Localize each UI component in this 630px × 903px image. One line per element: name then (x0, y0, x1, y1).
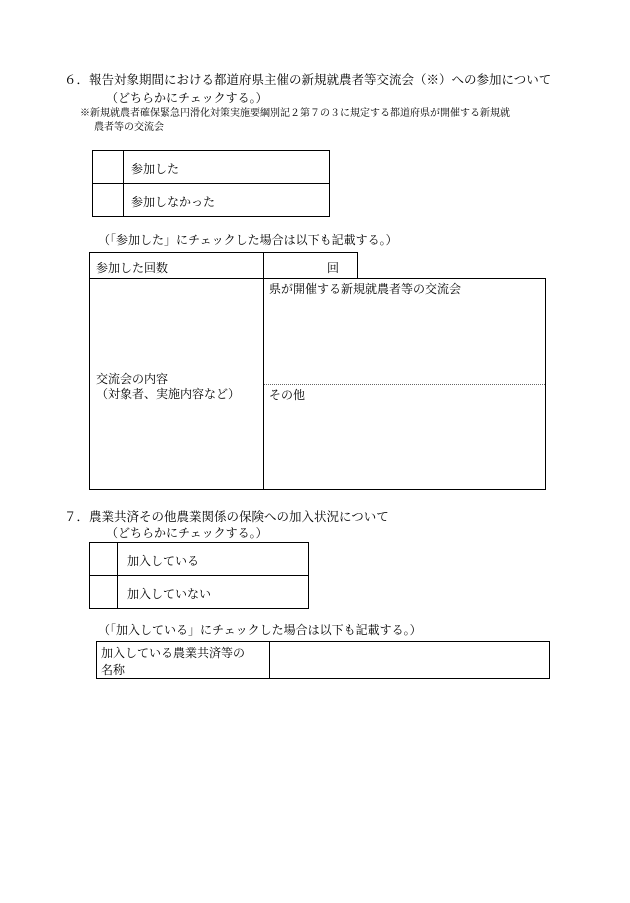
participated-checkbox[interactable] (93, 151, 123, 183)
section6-followup: （「参加した」にチェックした場合は以下も記載する。） (98, 233, 398, 247)
section6-note-line1: ※新規就農者確保緊急円滑化対策実施要綱別記２第７の３に規定する都道府県が開催する新規就 (80, 108, 510, 119)
participation-count-label: 参加した回数 (96, 261, 169, 275)
section6-instruction: （どちらかにチェックする。） (106, 91, 268, 105)
participation-count-unit: 回 (327, 261, 340, 275)
event-content-sublabel: （対象者、実施内容など） (96, 387, 241, 401)
prefecture-event-label: 県が開催する新規就農者等の交流会 (269, 282, 462, 296)
insured-checkbox[interactable] (90, 543, 117, 575)
insurance-name-label: 加入している農業共済等の (101, 646, 246, 660)
not-participated-checkbox[interactable] (93, 184, 123, 216)
event-content-label: 交流会の内容 (96, 372, 169, 386)
participation-count-input[interactable] (264, 253, 324, 278)
other-event-label: その他 (269, 388, 306, 402)
not-participated-option-label: 参加しなかった (131, 195, 216, 209)
not-insured-option-label: 加入していない (127, 587, 212, 601)
section7-title: ７．農業共済その他農業関係の保険への加入状況について (64, 509, 389, 524)
participated-option-label: 参加した (131, 162, 180, 176)
insurance-name-sublabel: 名称 (101, 663, 126, 677)
prefecture-event-input[interactable] (264, 297, 545, 383)
section6-note-line2: 農者等の交流会 (94, 122, 164, 133)
insured-option-label: 加入している (127, 554, 200, 568)
section7-followup: （「加入している」にチェックした場合は以下も記載する。） (98, 623, 422, 637)
not-insured-checkbox[interactable] (90, 576, 117, 608)
insurance-name-input[interactable] (270, 642, 549, 678)
other-event-input[interactable] (264, 402, 545, 489)
section7-instruction: （どちらかにチェックする。） (106, 526, 268, 540)
section6-title: ６．報告対象期間における都道府県主催の新規就農者等交流会（※）への参加について (64, 72, 552, 87)
